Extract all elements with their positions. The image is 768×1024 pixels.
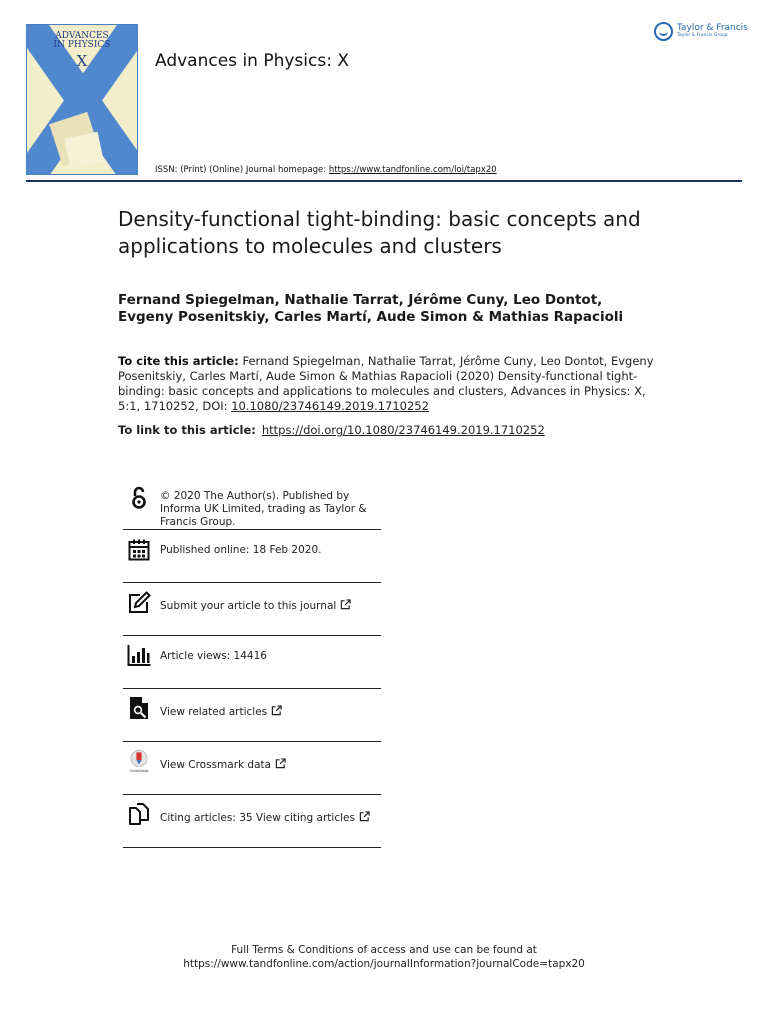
- related-search-icon: [127, 696, 151, 720]
- license-text: © 2020 The Author(s). Published by Informa UK Limited, trading as Taylor & Francis Group.: [160, 490, 367, 528]
- tf-logo-icon: [654, 22, 673, 41]
- header-divider: [26, 180, 742, 182]
- row-divider: [123, 582, 381, 583]
- calendar-icon: [127, 538, 151, 562]
- footer-line1: Full Terms & Conditions of access and use can be found at: [231, 944, 537, 956]
- citation-block: [118, 354, 658, 414]
- views-text: Article views: 14416: [160, 650, 267, 662]
- cite-text: Fernand Spiegelman, Nathalie Tarrat, Jérôme Cuny, Leo Dontot, Evgeny Posenitskiy, Carles Martí, Aude Simon & Mathias Rapacioli (2020) Density-functional tight-binding: basic concepts and applications to molecules and clusters, Advances in Physics: X, 5:1, 1710252, DOI:: [118, 354, 654, 413]
- row-divider: [123, 741, 381, 742]
- publisher-subname: Taylor & Francis Group: [677, 33, 728, 38]
- external-link-icon[interactable]: [359, 811, 370, 822]
- crossmark-icon: [127, 749, 151, 773]
- link-label: To link to this article:: [118, 423, 256, 437]
- footer: [0, 943, 768, 971]
- submit-text[interactable]: Submit your article to this journal: [160, 600, 337, 612]
- edit-icon: [127, 591, 151, 615]
- crossmark-text[interactable]: View Crossmark data: [160, 759, 272, 771]
- open-access-icon: [127, 486, 151, 510]
- cite-doi-link[interactable]: 10.1080/23746149.2019.1710252: [231, 399, 429, 413]
- row-divider: [123, 847, 381, 848]
- citing-articles-icon: [127, 802, 151, 826]
- row-divider: [123, 529, 381, 530]
- journal-name[interactable]: Advances in Physics: X: [155, 51, 349, 71]
- publisher-logo[interactable]: [654, 22, 748, 41]
- journal-homepage-link[interactable]: https://www.tandfonline.com/loi/tapx20: [328, 165, 497, 175]
- article-authors: Fernand Spiegelman, Nathalie Tarrat, Jérôme Cuny, Leo Dontot, Evgeny Posenitskiy, Carles Martí, Aude Simon & Mathias Rapacioli: [118, 292, 624, 325]
- external-link-icon[interactable]: [275, 758, 286, 769]
- row-divider: [123, 688, 381, 689]
- issn-line: [155, 165, 497, 175]
- published-text: Published online: 18 Feb 2020.: [160, 544, 322, 556]
- external-link-icon[interactable]: [271, 705, 282, 716]
- row-divider: [123, 635, 381, 636]
- crossmark-logo-label: CrossMark: [129, 769, 149, 773]
- related-text[interactable]: View related articles: [160, 706, 268, 718]
- publisher-name: Taylor & Francis: [677, 23, 748, 33]
- cover-title-x: X: [76, 52, 88, 70]
- article-doi-link[interactable]: https://doi.org/10.1080/23746149.2019.1710252: [261, 423, 545, 437]
- footer-terms-link[interactable]: https://www.tandfonline.com/action/journalInformation?journalCode=tapx20: [183, 958, 585, 970]
- cite-label: To cite this article:: [118, 354, 239, 368]
- row-divider: [123, 794, 381, 795]
- article-title: Density-functional tight-binding: basic concepts and applications to molecules and clusters: [118, 207, 641, 258]
- citing-text[interactable]: Citing articles: 35 View citing articles: [160, 812, 355, 824]
- issn-text: ISSN: (Print) (Online) Journal homepage:: [155, 165, 329, 175]
- external-link-icon[interactable]: [340, 599, 351, 610]
- cover-title-line2: IN PHYSICS: [53, 40, 111, 50]
- bar-chart-icon: [127, 643, 151, 667]
- article-link-line: [118, 423, 545, 437]
- cover-title-line1: ADVANCES: [55, 31, 109, 41]
- journal-cover: [26, 24, 138, 175]
